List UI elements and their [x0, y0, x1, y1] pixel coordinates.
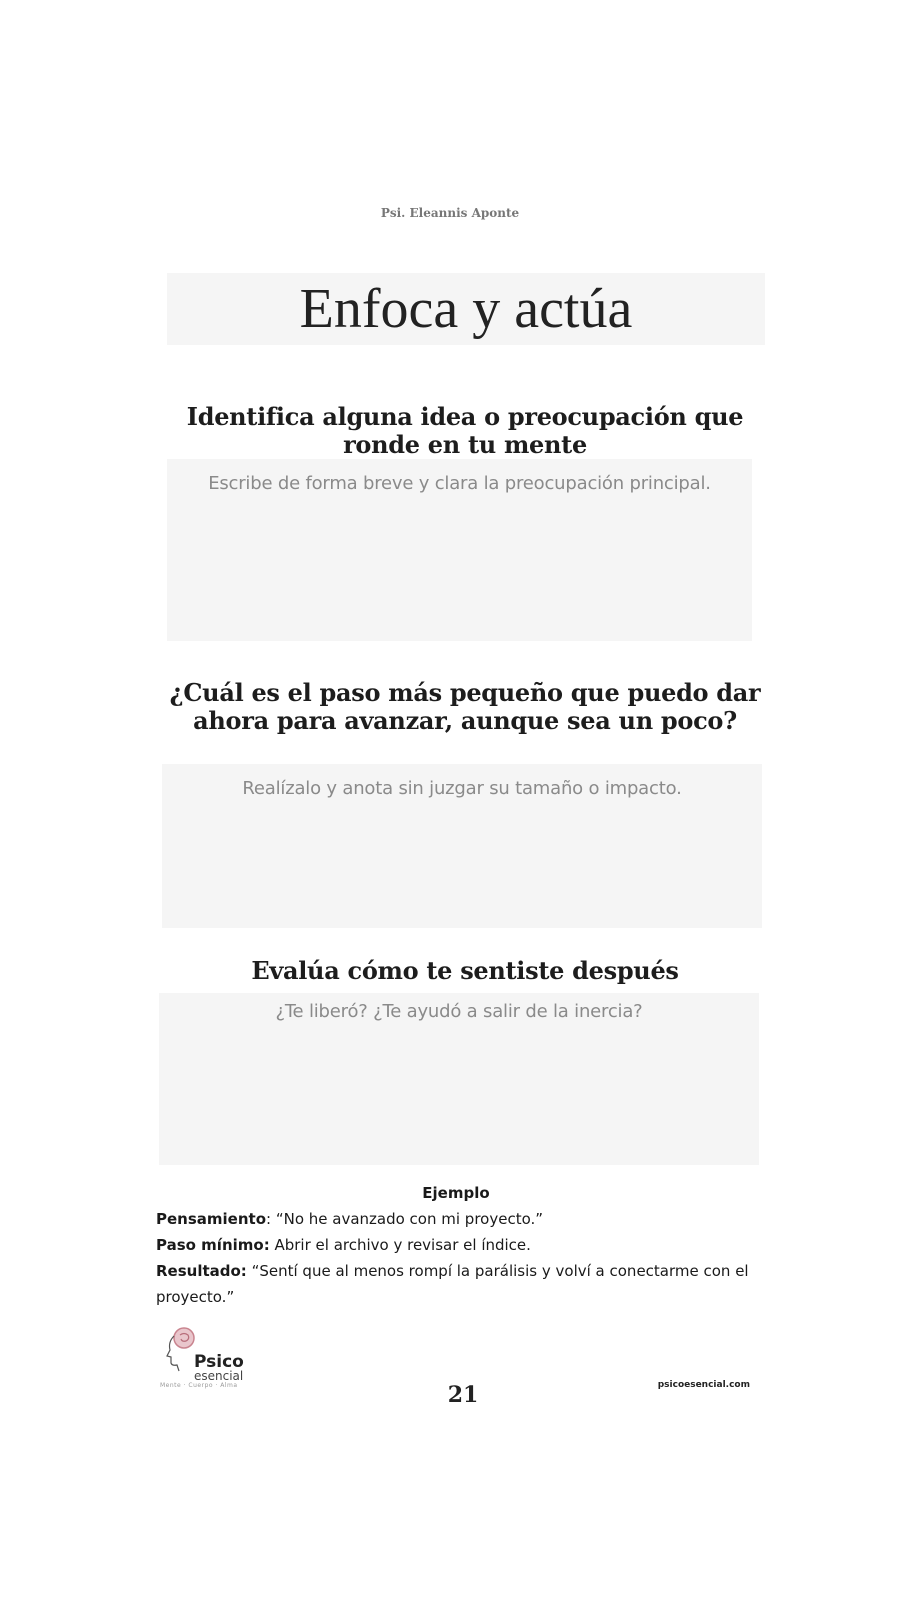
example-text-result: “Sentí que al menos rompí la parálisis y volví a conectarme con el proyecto.”	[156, 1262, 749, 1306]
psicoesencial-logo	[160, 1326, 256, 1389]
example-title: Ejemplo	[422, 1184, 490, 1202]
example-label-step: Paso mínimo:	[156, 1236, 270, 1254]
answer-box-evaluate[interactable]	[159, 993, 759, 1165]
section-heading-small-step: ¿Cuál es el paso más pequeño que puedo dar ahora para avanzar, aunque sea un poco?	[169, 678, 761, 735]
author-name: Psi. Eleannis Aponte	[380, 206, 520, 220]
answer-hint-small-step: Realízalo y anota sin juzgar su tamaño o impacto.	[242, 778, 682, 799]
example-label-thought: Pensamiento	[156, 1210, 266, 1228]
example-label-result: Resultado:	[156, 1262, 247, 1280]
example-line-thought	[156, 1206, 756, 1232]
page-number: 21	[447, 1382, 479, 1408]
example-line-result	[156, 1258, 756, 1310]
section-heading-concern: Identifica alguna idea o preocupación que ronde en tu mente	[186, 402, 744, 459]
title-banner	[167, 273, 765, 345]
answer-hint-concern: Escribe de forma breve y clara la preocupación principal.	[208, 473, 711, 494]
answer-hint-evaluate: ¿Te liberó? ¿Te ayudó a salir de la inercia?	[275, 1001, 643, 1022]
logo-word-psico: Psico	[194, 1352, 244, 1372]
page-title: Enfoca y actúa	[299, 278, 633, 340]
answer-box-small-step[interactable]	[162, 764, 762, 928]
answer-box-concern[interactable]	[167, 459, 752, 641]
example-line-step	[156, 1232, 756, 1258]
logo-tagline: Mente · Cuerpo · Alma	[160, 1382, 238, 1389]
logo-word-esencial: esencial	[194, 1369, 244, 1383]
example-block	[156, 1180, 756, 1310]
example-text-step: Abrir el archivo y revisar el índice.	[269, 1236, 531, 1254]
section-heading-evaluate: Evalúa cómo te sentiste después	[251, 956, 679, 985]
website-link[interactable]: psicoesencial.com	[657, 1380, 750, 1390]
example-text-thought: : “No he avanzado con mi proyecto.”	[266, 1210, 544, 1228]
